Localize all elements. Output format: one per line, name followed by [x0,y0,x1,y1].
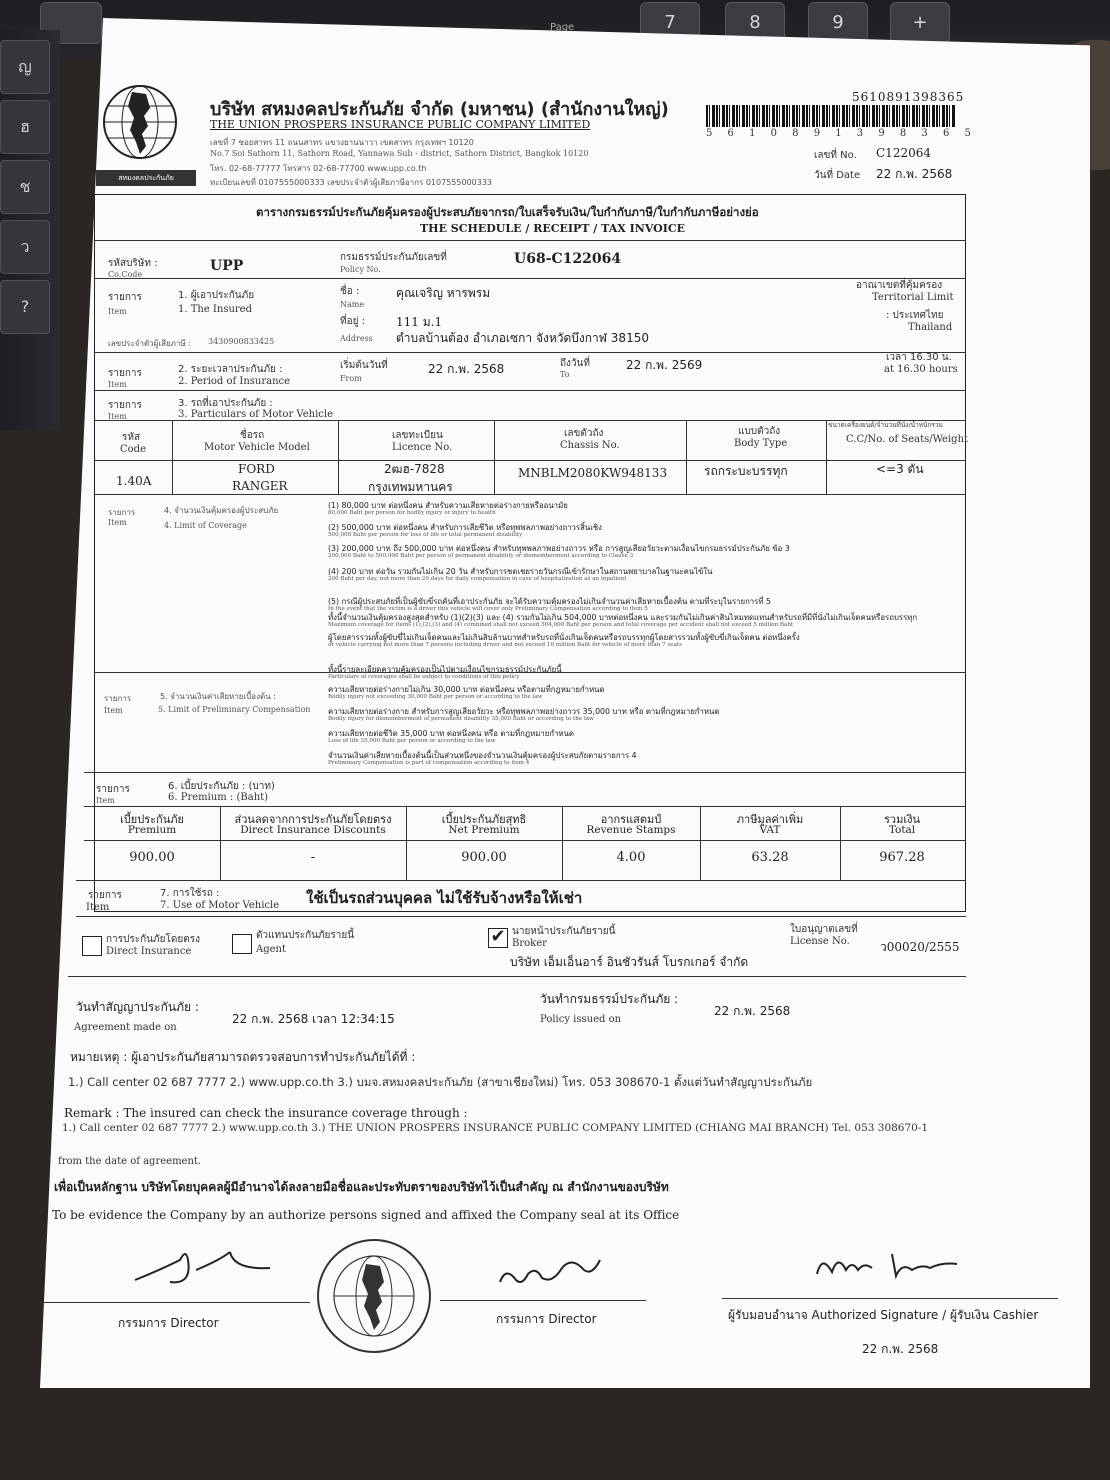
use-label-en: 7. Use of Motor Vehicle [160,900,280,911]
policy-no-label: กรมธรรม์ประกันภัยเลขที่ [340,252,447,263]
coverage-label: 4. จำนวนเงินคุ้มครองผู้ประสบภัย [164,506,279,515]
item-label: รายการ [88,890,122,901]
premium-label: 6. เบี้ยประกันภัย : (บาท) [168,781,275,792]
issued-label: วันทำกรมธรรม์ประกันภัย : [540,992,679,1006]
remark-english-title: Remark : The insured can check the insurance coverage through : [64,1106,468,1120]
item-label-en: Item [86,902,110,913]
keyboard-left-edge [0,30,60,430]
barcode-digits: 5 6 1 0 8 9 1 3 9 8 3 6 5 [706,128,977,139]
divider [94,460,966,461]
vehicle-model-name: RANGER [232,479,288,493]
premium-header-5-en: VAT [759,824,781,836]
keyboard-key-8: 8 [725,2,785,44]
divider [84,840,966,841]
insured-label-en: 1. The Insured [178,304,252,315]
premium-header-3: เบี้ยประกันภัยสุทธิ [441,813,527,826]
period-label-en: 2. Period of Insurance [178,376,291,387]
coverage-line-1: (1) 80,000 บาท ต่อหนึ่งคน สำหรับความเสียหายต่อร่างกายหรืออนามัย [328,501,568,510]
item-label: รายการ [108,508,136,517]
issued-date: 22 ก.พ. 2568 [714,1004,791,1018]
company-address-english: No.7 Soi Sathorn 11, Sathorn Road, Yannawa Sub - district, Sathorn District, Bangkok 10120 [210,149,589,158]
remark-thai-line: 1.) Call center 02 687 7777 2.) www.upp.co.th 3.) บมจ.สหมงคลประกันภัย (สาขาเชียงใหม่) โทร. 053 308670-1 ตั้งแต่วันทำสัญญาประกันภัย [68,1075,813,1089]
insured-label: 1. ผู้เอาประกันภัย [178,290,255,301]
doc-no-label: เลขที่ No. [814,150,857,161]
vehicle-weight: <=3 ตัน [876,462,924,476]
vehicle-header-body-en: Body Type [734,438,788,449]
divider [94,672,966,673]
use-label: 7. การใช้รถ : [160,888,220,899]
agent-label-en: Agent [256,944,286,955]
territory-label-en: Territorial Limit [872,292,954,303]
name-label: ชื่อ : [340,286,360,297]
premium-header-1-en: Premium [127,824,177,836]
from-label: เริ่มต้นวันที่ [340,360,388,371]
doc-date-value: 22 ก.พ. 2568 [876,167,953,181]
premium-value-6: 967.28 [879,850,925,865]
premium-value-2: - [310,850,316,865]
divider [76,880,966,881]
co-code-label: รหัสบริษัท : [108,258,158,269]
divider [84,772,966,773]
address-line1: 111 ม.1 [396,315,443,329]
vehicle-header-model-en: Motor Vehicle Model [204,442,310,453]
director1-label: กรรมการ Director [118,1316,219,1330]
company-tax-line: ทะเบียนเลขที่ 0107555000333 เลขประจำตัวผู้เสียภาษีอากร 0107555000333 [210,178,492,187]
preliminary-line-3-en: Loss of life 35,000 Baht per person or according to the law [328,738,496,744]
signature-line [40,1302,310,1303]
address-line2: ตำบลบ้านต้อง อำเภอเซกา จังหวัดบึงกาฬ 38150 [396,331,649,345]
to-label: ถึงวันที่ [560,358,590,369]
divider [94,390,966,391]
preliminary-line-4-en: Preliminary Compensation is part of compensation according to item 4 [328,760,530,766]
preliminary-label-en: 5. Limit of Preliminary Compensation [158,705,311,714]
broker-label: นายหน้าประกันภัยรายนี้ [512,926,616,937]
address-label-en: Address [340,334,373,343]
doc-date-label: วันที่ Date [814,170,861,181]
company-logo-icon [100,82,180,162]
period-from: 22 ก.พ. 2568 [428,362,505,376]
period-time: เวลา 16.30 น. [886,352,952,363]
territory-value-en: Thailand [908,322,953,333]
address-label: ที่อยู่ : [340,316,366,327]
coverage-line-1-en: 80,000 Baht per person for bodily injury or injury to health [328,510,496,516]
vehicle-header-weight: ขนาดเครื่องยนต์/จำนวนที่นั่ง/น้ำหนักรวม [828,421,943,429]
vehicle-header-code-en: Code [120,444,146,455]
coverage-line-7: ผู้โดยสารรวมทั้งผู้ขับขี่ไม่เกินเจ็ดคนและไม่เกินสิบล้านบาทสำหรับรถที่นั่งเกินเจ็ดคนหรือรถบรรทุกผู้โดยสารรวมทั้งผู้ขับขี่เกินเจ็ดคน ต่อหนึ่งครั้ง [328,633,800,642]
vehicle-model-make: FORD [238,462,275,476]
to-label-en: To [560,370,570,379]
from-label-en: From [340,374,362,383]
item-label: รายการ [108,400,142,411]
divider [94,240,966,241]
coverage-line-7-en: or vehicle carrying not more than 7 persons including driver and not exceed 10 million Baht for vehicle of more than 7 seats [328,642,683,648]
item-label-en: Item [108,412,127,421]
agreement-date: 22 ก.พ. 2568 เวลา 12:34:15 [232,1012,395,1026]
preliminary-label: 5. จำนวนเงินค่าเสียหายเบื้องต้น : [160,692,276,701]
company-phone: โทร. 02-68-77777 โทรสาร 02-68-77700 www.upp.co.th [210,164,427,173]
premium-value-1: 900.00 [129,850,175,865]
table-divider [172,420,173,494]
keyboard-key-thai-2: ฮ [0,100,50,154]
director2-label: กรรมการ Director [496,1312,597,1326]
keyboard-key-plus: + [890,2,950,44]
authorized-label: ผู้รับมอบอำนาจ Authorized Signature / ผู้รับเงิน Cashier [728,1308,1039,1322]
premium-header-5: ภาษีมูลค่าเพิ่ม [736,813,804,826]
keyboard-key-7: 7 [640,2,700,44]
divider [76,916,966,917]
license-label-en: License No. [790,936,850,947]
vehicle-chassis: MNBLM2080KW948133 [518,466,668,480]
item-label-en: Item [108,518,127,527]
schedule-title-thai: ตารางกรมธรรม์ประกันภัยคุ้มครองผู้ประสบภัยจากรถ/ใบเสร็จรับเงิน/ใบกำกับภาษี/ใบกำกับภาษีอย่างย่อ [256,205,759,219]
divider [68,976,966,977]
coverage-line-5: (5) กรณีผู้ประสบภัยที่เป็นผู้ขับขี่รถคันที่เอาประกันภัย จะได้รับความคุ้มครองไม่เกินจำนวนค่าเสียหายเบื้องต้น ตามที่ระบุในรายการที่ 5 [328,597,771,606]
item-label-en: Item [108,380,127,389]
agent-label: ตัวแทนประกันภัยรายนี้ [256,930,355,941]
vehicle-header-body: แบบตัวถัง [738,426,781,437]
remark-english-line: 1.) Call center 02 687 7777 2.) www.upp.co.th 3.) THE UNION PROSPERS INSURANCE PUBLIC COMPANY LIMITED (CHIANG MAI BRANCH) Tel. 053 308670-1 [62,1122,929,1134]
signature-line [440,1300,646,1301]
coverage-line-6: ทั้งนี้จำนวนเงินคุ้มครองสูงสุดสำหรับ (1)(2)(3) และ (4) รวมกันไม่เกิน 504,000 บาทต่อหนึ่งคน และรวมกันไม่เกินค่าสินไหมทดแทนสำหรับรถที่มีที่นั่งไม่เกินเจ็ดคนหรือรถบรรทุก [328,613,918,622]
name-label-en: Name [340,300,365,309]
coverage-line-4-en: 200 Baht per day, not more than 20 days for daily compensation in case of hospitalization as an inpatient [328,576,627,582]
table-divider [338,420,339,494]
preliminary-line-2-en: Bodily injury for dismemberment of permanent disability 35,000 Baht or according to the law [328,716,594,722]
barcode-number: 5610891398365 [852,90,965,104]
keyboard-key-9: 9 [808,2,868,44]
vehicle-header-code: รหัส [122,432,141,443]
divider [94,494,966,495]
agreement-label-en: Agreement made on [74,1022,177,1033]
item-label: รายการ [104,694,132,703]
vehicle-province: กรุงเทพมหานคร [368,480,453,494]
keyboard-key-thai-3: ช [0,160,50,214]
coverage-line-4: (4) 200 บาท ต่อวัน รวมกันไม่เกิน 20 วัน สำหรับการชดเชยรายวันกรณีเข้ารักษาในสถานพยาบาลในฐานะคนไข้ใน [328,567,713,576]
vehicle-header-plate-en: Licence No. [392,442,453,453]
vehicle-plate: 2ฒฮ-7828 [384,462,445,476]
agent-checkbox[interactable] [232,934,252,954]
premium-header-2: ส่วนลดจากการประกันภัยโดยตรง [234,813,392,826]
vehicle-code: 1.40A [116,474,152,488]
premium-label-en: 6. Premium : (Baht) [168,792,269,803]
table-divider [826,420,827,494]
company-seal-icon [316,1238,432,1354]
evidence-english: To be evidence the Company by an authorize persons signed and affixed the Company seal at its Office [52,1208,680,1222]
table-divider [494,420,495,494]
company-logo-badge: สหมงคลประกันภัย [96,170,196,186]
preliminary-line-3: ความเสียหายต่อชีวิต 35,000 บาท ต่อหนึ่งคน หรือ ตามที่กฎหมายกำหนด [328,729,574,738]
premium-header-6-en: Total [888,824,916,836]
authorized-signature [812,1244,962,1284]
issued-label-en: Policy issued on [540,1014,622,1025]
premium-header-4-en: Revenue Stamps [586,824,676,836]
tax-id-value: 3430900833425 [208,337,275,346]
coverage-label-en: 4. Limit of Coverage [164,521,247,530]
signature-line [722,1298,1058,1299]
divider [94,278,966,279]
preliminary-line-4: จำนวนเงินค่าเสียหายเบื้องต้นนี้เป็นส่วนหนึ่งของจำนวนเงินคุ้มครองผู้ประสบภัยตามรายการ 4 [328,751,637,760]
direct-insurance-checkbox[interactable] [82,936,102,956]
period-time-en: at 16.30 hours [884,364,958,375]
divider [94,352,966,353]
premium-header-6: รวมเงิน [884,813,920,826]
broker-checkbox[interactable]: ✔ [488,928,508,948]
vehicle-label: 3. รถที่เอาประกันภัย : [178,398,273,409]
vehicle-header-chassis: เลขตัวถัง [564,428,604,439]
item-label: รายการ [96,784,130,795]
coverage-line-3-en: 200,000 Baht to 500,000 Baht per person of permanent disability or dismemberment according to Clause 3 [328,553,634,559]
director1-signature [130,1240,280,1290]
company-address-thai: เลขที่ 7 ซอยสาทร 11 ถนนสาทร แขวงยานนาวา เขตสาทร กรุงเทพฯ 10120 [210,138,474,147]
schedule-title-english: THE SCHEDULE / RECEIPT / TAX INVOICE [420,222,686,235]
item-label-en: Item [96,796,115,805]
keyboard-key-question: ? [0,280,50,334]
license-label: ใบอนุญาตเลขที่ [790,924,858,935]
co-code-label-en: Co.Code [108,270,143,279]
direct-insurance-label: การประกันภัยโดยตรง [106,934,200,945]
preliminary-line-1: ความเสียหายต่อร่างกายไม่เกิน 30,000 บาท ต่อหนึ่งคน หรือตามที่กฎหมายกำหนด [328,685,605,694]
vehicle-header-weight-en: C.C/No. of Seats/Weight [846,434,969,445]
divider [84,806,966,807]
premium-value-5: 63.28 [751,850,789,865]
keyboard-key-page: Page [550,22,575,33]
broker-label-en: Broker [512,938,547,949]
premium-value-3: 900.00 [461,850,507,865]
signature-date: 22 ก.พ. 2568 [862,1342,939,1356]
premium-header-3-en: Net Premium [448,824,520,836]
evidence-thai: เพื่อเป็นหลักฐาน บริษัทโดยบุคคลผู้มีอำนาจได้ลงลายมือชื่อและประทับตราของบริษัทไว้เป็นสำคัญ ณ สำนักงานของบริษัท [54,1180,669,1194]
policy-no-label-en: Policy No. [340,265,381,274]
broker-name: บริษัท เอ็มเอ็นอาร์ อินชัวรันส์ โบรกเกอร์ จำกัด [510,955,749,969]
vehicle-header-chassis-en: Chassis No. [560,440,620,451]
coverage-line-6-en: Maximum coverage for items (1),(2),(3) and (4) combined shall not exceed 504,000 Baht per person and total coverage per accident shall not exceed 5 million Baht [328,622,794,628]
period-to: 22 ก.พ. 2569 [626,358,703,372]
vehicle-header-plate: เลขทะเบียน [392,430,443,441]
period-label: 2. ระยะเวลาประกันภัย : [178,364,283,375]
company-name-english: THE UNION PROSPERS INSURANCE PUBLIC COMPANY LIMITED [210,118,591,131]
item-label-en: Item [104,706,123,715]
doc-no-value: C122064 [876,146,931,160]
territory-value: : ประเทศไทย [886,310,944,321]
preliminary-line-1-en: Bodily injury not exceeding 30,000 Baht per person or according to the law [328,694,543,700]
table-divider [686,420,687,494]
item-label-en: Item [108,307,127,316]
remark-thai-title: หมายเหตุ : ผู้เอาประกันภัยสามารถตรวจสอบการทำประกันภัยได้ที่ : [70,1050,416,1064]
coverage-line-5-en: In the event that the victim is a driver this vehicle will cover only Preliminary Compensation according to item 5 [328,606,648,612]
premium-value-4: 4.00 [616,850,646,865]
item-label: รายการ [108,292,142,303]
license-no: ว00020/2555 [880,940,960,954]
co-code-value: UPP [210,258,244,274]
premium-header-2-en: Direct Insurance Discounts [240,824,386,836]
policy-no-value: U68-C122064 [514,251,622,267]
territory-label: อาณาเขตที่คุ้มครอง [856,280,943,291]
use-value: ใช้เป็นรถส่วนบุคคล ไม่ใช้รับจ้างหรือให้เช่า [306,889,583,907]
preliminary-line-2: ความเสียหายต่อร่างกาย สำหรับการสูญเสียอวัยวะ หรือทุพพลภาพอย่างถาวร 35,000 บาท หรือ ตามที่กฎหมายกำหนด [328,707,720,716]
vehicle-header-model: ชื่อรถ [240,430,265,441]
premium-header-1: เบี้ยประกันภัย [120,813,184,826]
barcode-icon [706,105,956,127]
tax-id-label: เลขประจำตัวผู้เสียภาษี : [108,339,191,348]
item-label: รายการ [108,368,142,379]
director2-signature [492,1246,612,1296]
premium-header-4: อากรแสตมป์ [600,813,662,826]
keyboard-key-thai-4: ว [0,220,50,274]
vehicle-body-type: รถกระบะบรรทุก [704,464,788,478]
coverage-line-3: (3) 200,000 บาท ถึง 500,000 บาท ต่อหนึ่งคน สำหรับทุพพลภาพอย่างถาวร หรือ การสูญเสียอวัยวะตามเงื่อนไขกรมธรรม์ประกันภัย ข้อ 3 [328,544,790,553]
coverage-line-8: ทั้งนี้รายละเอียดความคุ้มครองเป็นไปตามเงื่อนไขกรมธรรม์ประกันภัยนี้ [328,665,562,674]
remark-english-line2: from the date of agreement. [58,1156,202,1167]
coverage-line-2-en: 500,000 Baht per person for loss of life or total permanent disability [328,532,523,538]
vehicle-label-en: 3. Particulars of Motor Vehicle [178,409,333,420]
direct-insurance-label-en: Direct Insurance [106,946,192,957]
coverage-line-8-en: Particulars of coverages shall be subject to conditions of this policy [328,674,520,680]
agreement-label: วันทำสัญญาประกันภัย : [76,1000,199,1014]
insured-name: คุณเจริญ หารพรม [396,286,491,300]
company-name-thai: บริษัท สหมงคลประกันภัย จำกัด (มหาชน) (สำนักงานใหญ่) [210,99,669,120]
keyboard-key-thai-1: ญ [0,40,50,94]
coverage-line-2: (2) 500,000 บาท ต่อหนึ่งคน สำหรับการเสียชีวิต หรือทุพพลภาพอย่างถาวรสิ้นเชิง [328,523,602,532]
